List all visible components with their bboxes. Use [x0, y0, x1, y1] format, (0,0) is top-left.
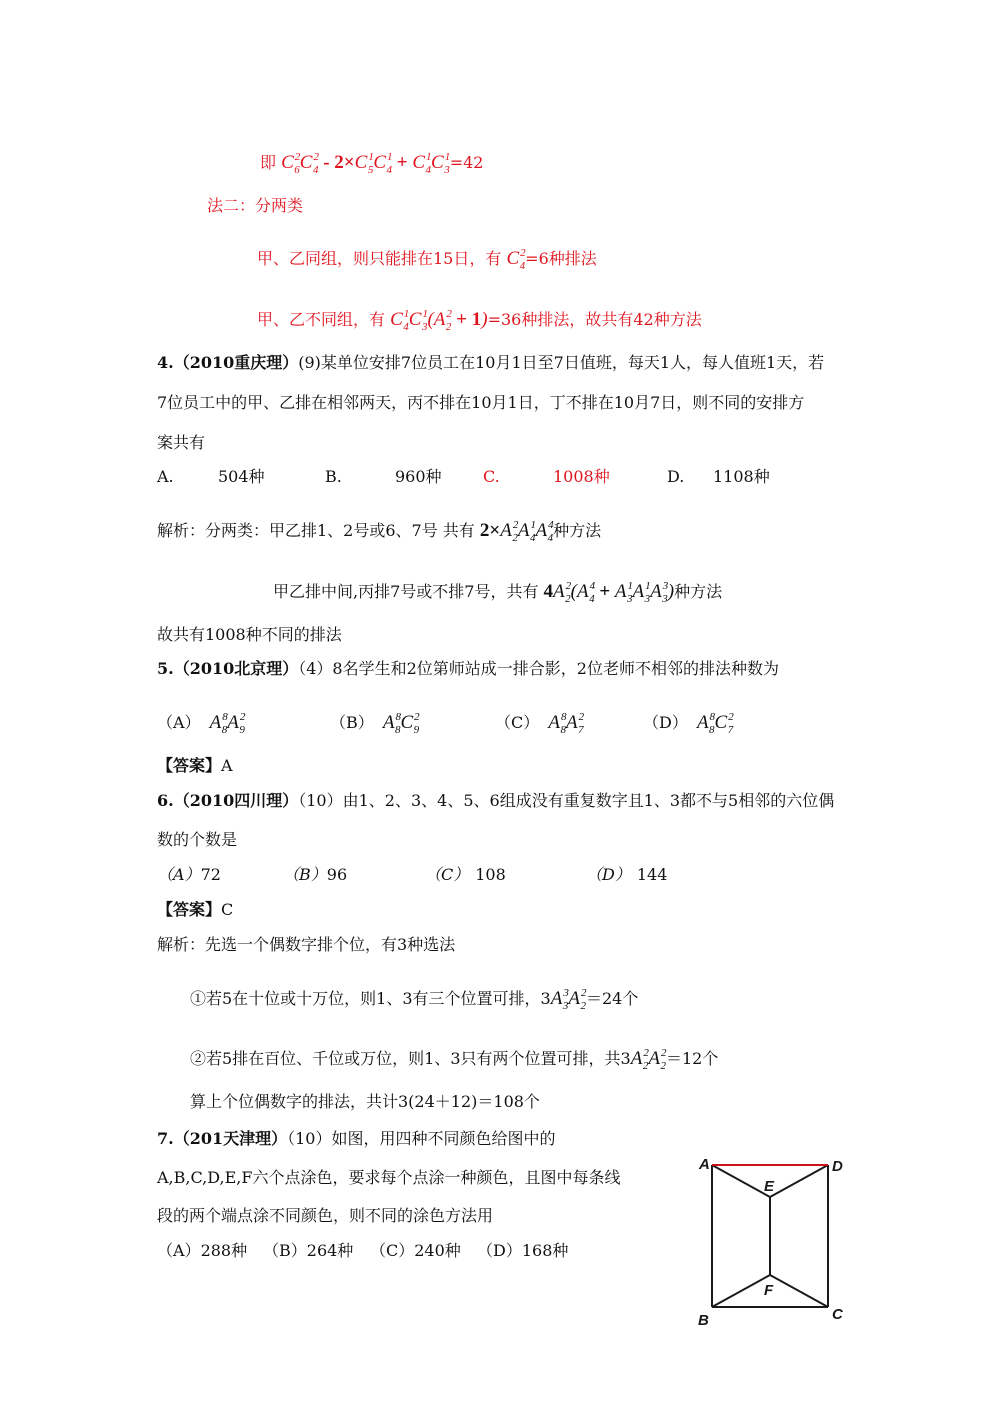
q6-line1 [157, 790, 834, 812]
label-e: E [764, 1178, 775, 1195]
q4-line1 [157, 352, 824, 374]
q5-answer-label: 【答案】 [157, 756, 222, 775]
q5-option-c-letter: （C） [495, 713, 540, 732]
q4-number: 4. [157, 353, 174, 372]
q4-line3: 案共有 [157, 433, 206, 452]
q7-number: 7. [157, 1129, 174, 1148]
q4-analysis2-prefix: 甲乙排中间,丙排7号或不排7号，共有 [273, 582, 539, 601]
sol3-formula-result: =42 [449, 153, 484, 172]
q6-option-b-value: 96 [326, 865, 348, 884]
q4-analysis1-prefix: 解析：分两类：甲乙排1、2号或6、7号 共有 [157, 521, 475, 540]
q6-option-a-value: 72 [200, 865, 221, 884]
q4-option-b-letter: B. [325, 467, 342, 486]
q5-source: （2010北京理） [173, 659, 299, 678]
q5-option-b [330, 706, 419, 741]
edge-C-F [770, 1275, 828, 1307]
q4-option-d-letter: D. [667, 467, 685, 486]
q6-case1-prefix: ①若5在十位或十万位，则1、3有三个位置可排，3 [190, 989, 551, 1008]
method2-case1-result: =6种排法 [525, 249, 597, 268]
q6-case1-suffix: ＝24个 [585, 989, 639, 1008]
q7-line3: 段的两个端点涂不同颜色，则不同的涂色方法用 [157, 1206, 494, 1225]
q6-case2 [190, 1042, 718, 1077]
method2-case1-text: 甲、乙同组，则只能排在15日，有 [257, 249, 502, 268]
label-a: A [699, 1156, 710, 1173]
q4-option-a-letter: A. [157, 467, 174, 486]
q4-analysis1-formula: $2\times A^2_2A^1_4A^4_4$ [479, 519, 554, 544]
method2-case1 [257, 242, 597, 277]
method2-case2-formula: $C^1_4C^1_3(A^2_2 + 1)$ [390, 308, 488, 333]
q5-option-d-formula: $A^8_8C^2_7$ [696, 711, 734, 736]
q6-option-c-value: 108 [475, 865, 506, 884]
q6-line2: 数的个数是 [157, 830, 238, 849]
label-f: F [764, 1282, 774, 1299]
q4-text-1: (9)某单位安排7位员工在10月1日至7日值班，每天1人，每人值班1天，若 [298, 353, 825, 372]
q6-answer [157, 899, 233, 921]
sol3-formula-line [260, 146, 483, 181]
q6-option-b [283, 864, 347, 886]
q7-option-a-letter: （A） [157, 1241, 201, 1260]
q6-option-a-letter: （A） [157, 865, 201, 884]
q7-option-b-value: 264种 [306, 1241, 354, 1260]
q6-option-b-letter: （B） [283, 865, 327, 884]
q6-total: 算上个位偶数字的排法，共计3(24＋12)＝108个 [190, 1092, 540, 1111]
q4-option-c-letter: C. [483, 467, 500, 486]
q7-figure [690, 1135, 870, 1335]
q5-option-a [157, 706, 245, 741]
q4-analysis1-suffix: 种方法 [553, 521, 602, 540]
q5-option-b-formula: $A^8_8C^2_9$ [382, 711, 420, 736]
q7-option-c-value: 240种 [414, 1241, 461, 1260]
q7-line1 [157, 1128, 555, 1150]
q7-option-d-letter: （D） [477, 1241, 522, 1260]
q4-analysis-line1 [157, 514, 601, 549]
q6-case2-suffix: ＝12个 [665, 1049, 719, 1068]
q7-option-b-letter: （B） [263, 1241, 307, 1260]
method2-case2-prefix: 甲、乙不同组，有 [257, 310, 386, 329]
sol3-formula: $C^2_6C^2_4 - 2\times C^1_5C^1_4 + C^1_4C^1_3$ [281, 151, 451, 176]
q5-option-a-formula: $A^8_8A^2_9$ [209, 711, 246, 736]
q6-analysis: 解析：先选一个偶数字排个位，有3种选法 [157, 935, 456, 954]
q7-option-c [370, 1240, 461, 1262]
q4-option-c-value: 1008种 [553, 467, 610, 486]
q7-option-d [477, 1240, 568, 1262]
q6-option-d-letter: （D） [586, 865, 631, 884]
edge-B-F [712, 1275, 770, 1307]
q6-case1 [190, 982, 638, 1017]
q4-option-b-value: 960种 [395, 467, 442, 486]
q6-answer-value: C [221, 900, 234, 919]
q4-line2: 7位员工中的甲、乙排在相邻两天，丙不排在10月1日，丁不排在10月7日，则不同的安排方 [157, 393, 805, 412]
q5-line1 [157, 658, 779, 680]
q7-option-a [157, 1240, 247, 1262]
q4-option-d-value: 1108种 [713, 467, 770, 486]
q7-option-c-letter: （C） [370, 1241, 415, 1260]
label-d: D [832, 1158, 843, 1175]
q4-analysis2-formula: $4A^2_2(A^4_4 + A^1_3A^1_3A^3_3)$ [543, 580, 675, 605]
q4-conclusion: 故共有1008种不同的排法 [157, 625, 342, 644]
q6-case2-formula: $A^2_2A^2_2$ [630, 1047, 667, 1072]
q4-analysis-line2 [273, 575, 722, 610]
q6-answer-label: 【答案】 [157, 900, 222, 919]
q5-text: （4）8名学生和2位第师站成一排合影，2位老师不相邻的排法种数为 [298, 659, 779, 678]
q7-option-a-value: 288种 [200, 1241, 248, 1260]
q5-option-d [643, 706, 733, 741]
label-b: B [698, 1312, 709, 1329]
method2-case1-formula: $C^2_4$ [506, 247, 526, 272]
q5-answer-value: A [221, 756, 233, 775]
label-c: C [832, 1306, 843, 1323]
q5-option-a-letter: （A） [157, 713, 201, 732]
q5-answer [157, 755, 233, 777]
q6-case1-formula: $A^3_3A^2_2$ [550, 987, 587, 1012]
q4-option-a-value: 504种 [218, 467, 265, 486]
sol3-formula-prefix: 即 [260, 153, 277, 172]
q6-source: （2010四川理） [173, 791, 299, 810]
q5-option-d-letter: （D） [643, 713, 688, 732]
q7-option-b [263, 1240, 353, 1262]
q5-option-c-formula: $A^8_8A^2_7$ [548, 711, 585, 736]
q4-source: （2010重庆理） [173, 353, 299, 372]
q7-source: （201天津理） [173, 1129, 288, 1148]
q6-option-d [586, 864, 667, 886]
q7-line2: A,B,C,D,E,F六个点涂色，要求每个点涂一种颜色，且图中每条线 [157, 1168, 621, 1187]
q6-number: 6. [157, 791, 174, 810]
q5-option-b-letter: （B） [330, 713, 374, 732]
method2-case2-result: =36种排法，故共有42种方法 [487, 310, 702, 329]
q4-analysis2-suffix: 种方法 [674, 582, 723, 601]
edge-D-E [770, 1165, 828, 1197]
q7-option-d-value: 168种 [521, 1241, 569, 1260]
q7-text-1: （10）如图，用四种不同颜色给图中的 [287, 1129, 556, 1148]
q5-option-c [495, 706, 584, 741]
q6-text-1: （10）由1、2、3、4、5、6组成没有重复数字且1、3都不与5相邻的六位偶 [298, 791, 835, 810]
edge-A-E [712, 1165, 770, 1197]
q6-option-c-letter: （C） [425, 865, 470, 884]
q6-case2-prefix: ②若5排在百位、千位或万位，则1、3只有两个位置可排，共3 [190, 1049, 631, 1068]
method2-case2 [257, 303, 702, 338]
q6-option-d-value: 144 [636, 865, 668, 884]
q6-option-a [157, 864, 221, 886]
q5-number: 5. [157, 659, 174, 678]
method2-title: 法二：分两类 [207, 196, 304, 215]
q6-option-c [425, 864, 506, 886]
